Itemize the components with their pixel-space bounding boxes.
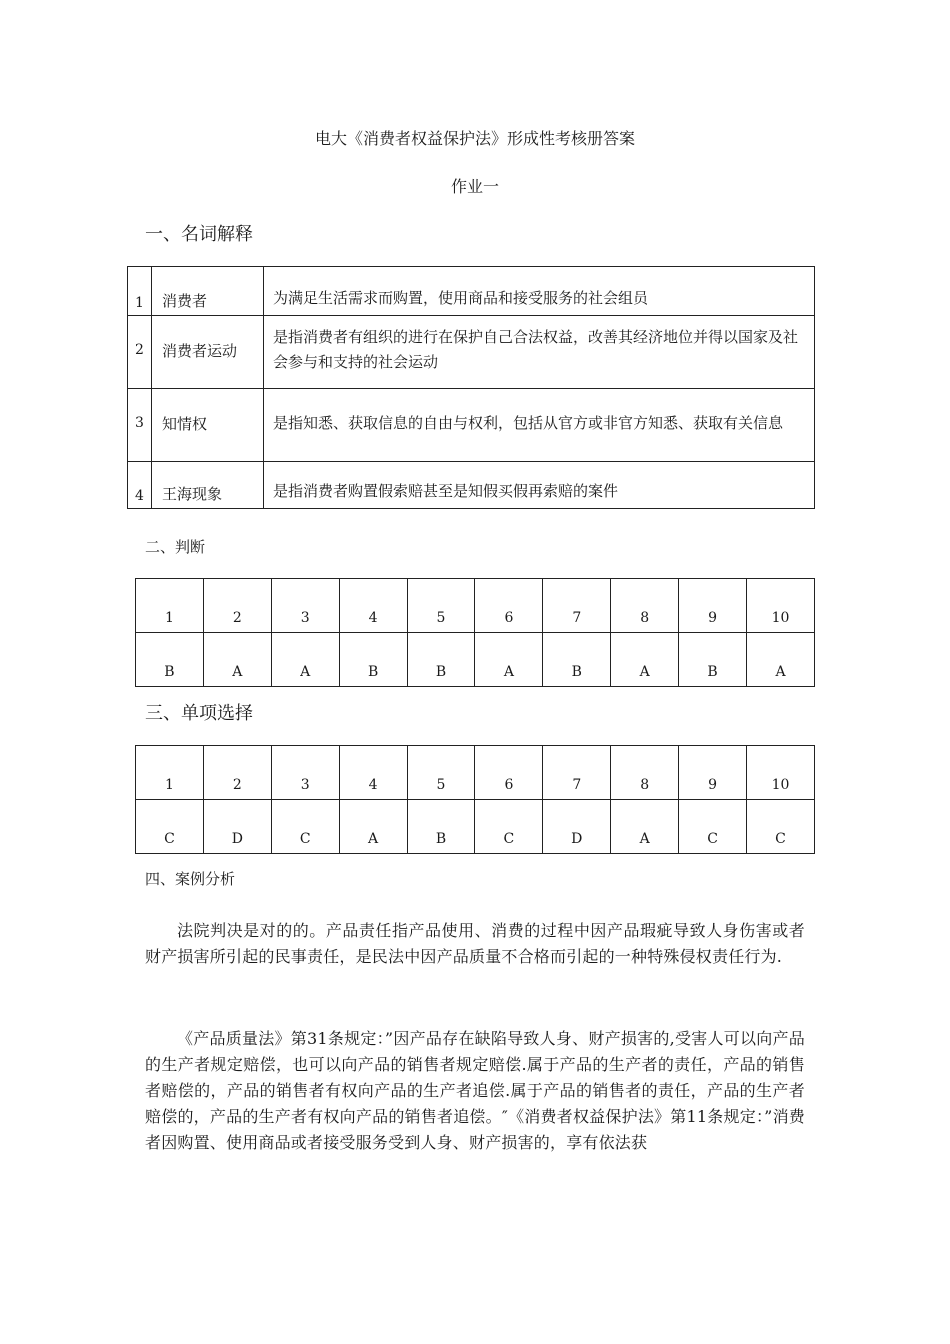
answer-cell: A [747, 633, 815, 687]
row-number: 4 [128, 462, 152, 509]
answer-cell: A [475, 633, 543, 687]
answer-cell: B [407, 800, 475, 854]
section-heading-single-choice: 三、单项选择 [145, 703, 253, 724]
question-number: 3 [271, 579, 339, 633]
answer-cell: D [203, 800, 271, 854]
answer-cell: B [679, 633, 747, 687]
document-title: 电大《消费者权益保护法》形成性考核册答案 [314, 129, 635, 148]
answer-cell: B [543, 633, 611, 687]
table-row [128, 462, 815, 509]
case-analysis-paragraph-1: 法院判决是对的的。产品责任指产品使用、消费的过程中因产品瑕疵导致人身伤害或者财产损害所引起的民事责任，是民法中因产品质量不合格而引起的一种特殊侵权责任行为. [145, 921, 805, 966]
answer-cell: C [475, 800, 543, 854]
definitions-table [127, 266, 815, 509]
answer-row [136, 800, 815, 854]
question-number-row [136, 579, 815, 633]
document-subtitle: 作业一 [450, 177, 499, 196]
question-number: 10 [747, 746, 815, 800]
question-number: 5 [407, 746, 475, 800]
answer-cell: D [543, 800, 611, 854]
answer-cell: C [271, 800, 339, 854]
question-number: 3 [271, 746, 339, 800]
question-number: 9 [679, 746, 747, 800]
table-row [128, 267, 815, 316]
question-number: 7 [543, 579, 611, 633]
question-number: 2 [203, 746, 271, 800]
question-number-row [136, 746, 815, 800]
question-number: 9 [679, 579, 747, 633]
question-number: 5 [407, 579, 475, 633]
single-choice-answer-table [135, 745, 815, 854]
answer-cell: B [407, 633, 475, 687]
term-cell: 消费者 [152, 267, 264, 316]
section-heading-definitions: 一、名词解释 [145, 224, 253, 245]
term-cell: 消费者运动 [152, 316, 264, 389]
definition-cell: 是指消费者有组织的进行在保护自己合法权益，改善其经济地位并得以国家及社会参与和支持的社会运动 [264, 316, 815, 389]
answer-cell: B [136, 633, 204, 687]
judgement-answer-table [135, 578, 815, 687]
row-number: 1 [128, 267, 152, 316]
question-number: 1 [136, 579, 204, 633]
definition-cell: 为满足生活需求而购置，使用商品和接受服务的社会组员 [264, 267, 815, 316]
row-number: 3 [128, 389, 152, 462]
question-number: 6 [475, 746, 543, 800]
section-heading-judgement: 二、判断 [145, 538, 206, 556]
answer-cell: A [271, 633, 339, 687]
term-cell: 王海现象 [152, 462, 264, 509]
question-number: 2 [203, 579, 271, 633]
answer-row [136, 633, 815, 687]
table-row [128, 316, 815, 389]
definition-cell: 是指知悉、获取信息的自由与权利，包括从官方或非官方知悉、获取有关信息 [264, 389, 815, 462]
answer-cell: A [611, 633, 679, 687]
answer-cell: B [339, 633, 407, 687]
definition-cell: 是指消费者购置假索赔甚至是知假买假再索赔的案件 [264, 462, 815, 509]
question-number: 8 [611, 746, 679, 800]
answer-cell: A [203, 633, 271, 687]
answer-cell: C [679, 800, 747, 854]
table-row [128, 389, 815, 462]
question-number: 10 [747, 579, 815, 633]
case-analysis-paragraph-2: 《产品质量法》第31条规定：”因产品存在缺陷导致人身、财产损害的,受害人可以向产品的生产者规定赔偿，也可以向产品的销售者规定赔偿.属于产品的生产者的责任，产品的销售者赔偿的，产品的销售者有权向产品的生产者追偿.属于产品的销售者的责任，产品的生产者赔偿的，产品的生产者有权向产品的销售者追偿。″《消费者权益保护法》第11条规定：”消费者因购置、使用商品或者接受服务受到人身、财产损害的，享有依法获 [145, 1029, 805, 1152]
question-number: 7 [543, 746, 611, 800]
answer-cell: A [611, 800, 679, 854]
answer-cell: C [747, 800, 815, 854]
question-number: 4 [339, 579, 407, 633]
question-number: 8 [611, 579, 679, 633]
answer-cell: A [339, 800, 407, 854]
section-heading-case-analysis: 四、案例分析 [145, 870, 236, 888]
term-cell: 知情权 [152, 389, 264, 462]
row-number: 2 [128, 316, 152, 389]
question-number: 6 [475, 579, 543, 633]
answer-cell: C [136, 800, 204, 854]
question-number: 4 [339, 746, 407, 800]
question-number: 1 [136, 746, 204, 800]
